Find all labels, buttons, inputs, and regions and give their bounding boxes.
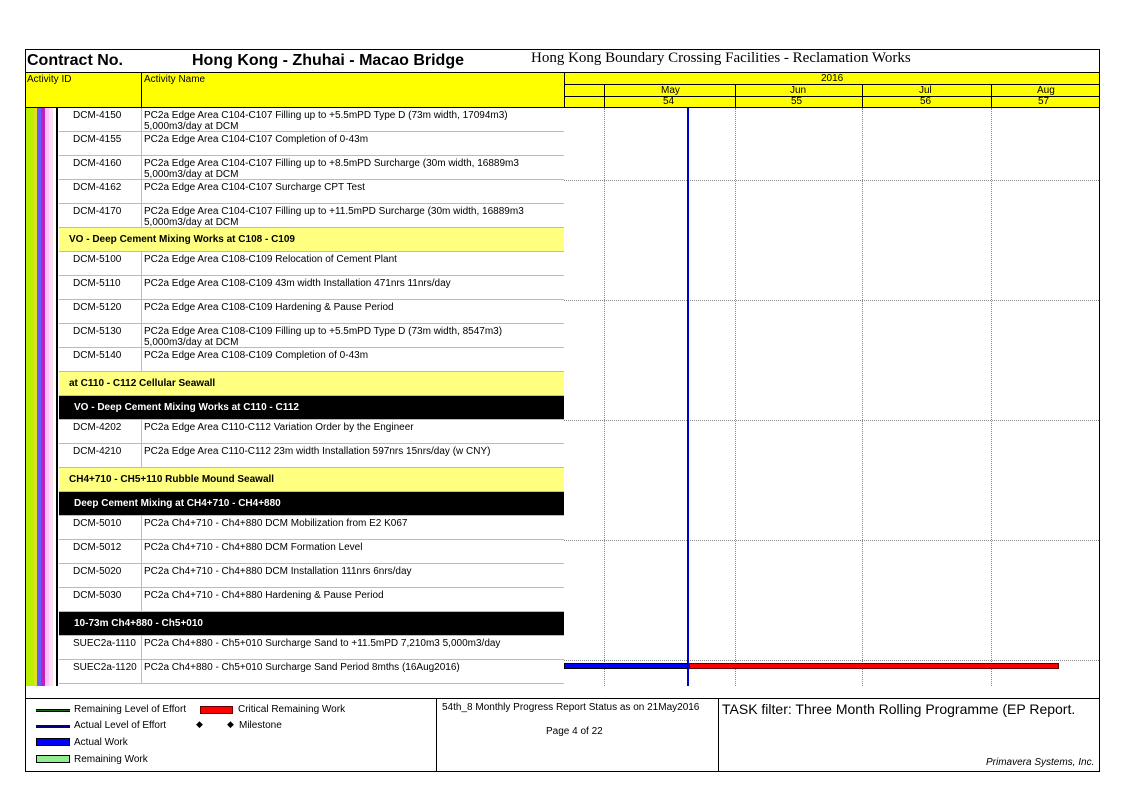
- activity-name-line: PC2a Edge Area C108-C109 Hardening & Pause Period: [144, 302, 394, 313]
- cell-divider: [141, 132, 142, 155]
- gantt-gridline: [735, 108, 736, 686]
- remaining-loe-swatch: [36, 709, 70, 712]
- activity-name: [144, 158, 519, 180]
- wbs-row[interactable]: [59, 372, 564, 396]
- activity-id: DCM-5020: [73, 566, 122, 577]
- activity-name-line: PC2a Ch4+710 - Ch4+880 Hardening & Pause Period: [144, 590, 384, 601]
- activity-id: DCM-5030: [73, 590, 122, 601]
- activity-id: DCM-4155: [73, 134, 122, 145]
- activity-name: [144, 542, 362, 553]
- column-divider: [141, 73, 142, 107]
- page-number: Page 4 of 22: [546, 726, 603, 737]
- activity-row[interactable]: [59, 516, 564, 540]
- cell-divider: [141, 444, 142, 467]
- activity-name-line: PC2a Ch4+710 - Ch4+880 DCM Formation Level: [144, 542, 363, 553]
- month-jun: Jun: [790, 85, 807, 96]
- cell-divider: [141, 540, 142, 563]
- activity-name-line: PC2a Ch4+880 - Ch5+010 Surcharge Sand Period 8mths (16Aug2016): [144, 662, 460, 673]
- activity-name-line: PC2a Edge Area C108-C109 Relocation of Cement Plant: [144, 254, 397, 265]
- cell-divider: [141, 276, 142, 299]
- wbs-row[interactable]: [59, 612, 564, 636]
- activity-name: [144, 638, 500, 649]
- legend-divider: [718, 699, 719, 772]
- cell-divider: [141, 156, 142, 179]
- activity-name: [144, 110, 508, 132]
- activity-name: [144, 518, 407, 529]
- activity-id: DCM-4150: [73, 110, 122, 121]
- cell-divider: [141, 300, 142, 323]
- month-jul-num: 56: [920, 96, 932, 107]
- activity-row[interactable]: [59, 132, 564, 156]
- gantt-chart: [564, 108, 1099, 686]
- activity-row[interactable]: [59, 540, 564, 564]
- cell-divider: [141, 108, 142, 131]
- activity-row[interactable]: [59, 204, 564, 228]
- activity-name-line: PC2a Edge Area C110-C112 Variation Order by the Engineer: [144, 422, 414, 433]
- legend-actual-work: Actual Work: [74, 737, 128, 748]
- cell-divider: [141, 516, 142, 539]
- task-filter: TASK filter: Three Month Rolling Programme (EP Report.: [722, 701, 1076, 717]
- activity-name-header[interactable]: Activity Name: [144, 74, 206, 85]
- legend-divider: [436, 699, 437, 772]
- activity-row[interactable]: [59, 588, 564, 612]
- column-divider: [564, 73, 565, 107]
- activity-name: [144, 302, 394, 313]
- month-divider: [604, 84, 605, 109]
- gantt-gridline: [564, 420, 1099, 421]
- gantt-gridline: [991, 108, 992, 686]
- milestone-icon: ◆: [227, 719, 234, 729]
- cell-divider: [141, 636, 142, 659]
- contract-label: Contract No.: [27, 52, 123, 69]
- activity-row[interactable]: [59, 252, 564, 276]
- gantt-gridline: [604, 108, 605, 686]
- vendor-label: Primavera Systems, Inc.: [986, 757, 1095, 768]
- activity-name: [144, 566, 412, 577]
- activity-id: DCM-5012: [73, 542, 122, 553]
- wbs-row[interactable]: [59, 228, 564, 252]
- activity-row[interactable]: [59, 108, 564, 132]
- activity-name-line: 5,000m3/day at DCM: [144, 169, 239, 180]
- activity-row[interactable]: [59, 300, 564, 324]
- wbs-row[interactable]: [59, 492, 564, 516]
- activity-id: DCM-5140: [73, 350, 122, 361]
- data-date-line: [687, 108, 689, 686]
- activity-name: [144, 590, 384, 601]
- activity-name: [144, 278, 451, 289]
- wbs-name: Deep Cement Mixing at CH4+710 - CH4+880: [74, 498, 281, 509]
- wbs-name: at C110 - C112 Cellular Seawall: [69, 378, 216, 389]
- project-title: Hong Kong - Zhuhai - Macao Bridge: [192, 52, 464, 69]
- legend-panel: [26, 698, 1099, 772]
- activity-id: SUEC2a-1110: [73, 638, 136, 649]
- month-jul: Jul: [919, 85, 932, 96]
- cell-divider: [141, 588, 142, 611]
- actual-loe-swatch: [36, 725, 70, 728]
- wbs-band: [56, 108, 58, 686]
- activity-id: DCM-5110: [73, 278, 121, 289]
- actual-work-swatch: [36, 738, 70, 746]
- activity-id: DCM-5100: [73, 254, 122, 265]
- activity-name-line: PC2a Ch4+710 - Ch4+880 DCM Installation 111nrs 6nrs/day: [144, 566, 412, 577]
- activity-row[interactable]: [59, 276, 564, 300]
- gantt-gridline: [564, 660, 1099, 661]
- activity-name: [144, 326, 502, 348]
- activity-row[interactable]: [59, 348, 564, 372]
- activity-id: DCM-4170: [73, 206, 122, 217]
- activity-id-header[interactable]: Activity ID: [27, 74, 72, 85]
- activity-name: [144, 446, 490, 457]
- column-header: [26, 72, 1099, 108]
- cell-divider: [141, 252, 142, 275]
- activity-id: DCM-5010: [73, 518, 122, 529]
- activity-name: [144, 134, 368, 145]
- legend-critical-remaining: Critical Remaining Work: [238, 704, 346, 715]
- cell-divider: [141, 204, 142, 227]
- cell-divider: [141, 564, 142, 587]
- activity-name-line: PC2a Edge Area C104-C107 Filling up to +11.5mPD Surcharge (30m width, 16889m3: [144, 206, 524, 217]
- month-may: May: [661, 85, 680, 96]
- activity-row[interactable]: [59, 156, 564, 180]
- activity-id: DCM-4202: [73, 422, 122, 433]
- activity-row[interactable]: [59, 180, 564, 204]
- activity-name: [144, 254, 397, 265]
- activity-name-line: PC2a Edge Area C104-C107 Completion of 0-43m: [144, 134, 369, 145]
- activity-row[interactable]: [59, 636, 564, 660]
- legend-milestone: Milestone: [239, 720, 282, 731]
- activity-name-line: PC2a Ch4+710 - Ch4+880 DCM Mobilization from E2 K067: [144, 518, 408, 529]
- gantt-gridline: [564, 540, 1099, 541]
- cell-divider: [141, 660, 142, 683]
- activity-name-line: PC2a Edge Area C104-C107 Filling up to +5.5mPD Type D (73m width, 17094m3): [144, 110, 508, 121]
- critical-remaining-swatch: [200, 706, 233, 714]
- activity-name-line: PC2a Edge Area C104-C107 Surcharge CPT Test: [144, 182, 365, 193]
- activity-row[interactable]: [59, 324, 564, 348]
- month-may-num: 54: [663, 96, 675, 107]
- wbs-band: [26, 108, 34, 686]
- activity-id: DCM-5130: [73, 326, 122, 337]
- activity-id: DCM-4160: [73, 158, 122, 169]
- activity-name-line: PC2a Edge Area C108-C109 Completion of 0-43m: [144, 350, 369, 361]
- year-label: 2016: [821, 73, 844, 84]
- activity-name: [144, 206, 524, 228]
- activity-name: [144, 350, 368, 361]
- report-frame: [25, 49, 1100, 772]
- legend-remaining-work: Remaining Work: [74, 754, 148, 765]
- wbs-name: CH4+710 - CH5+110 Rubble Mound Seawall: [69, 474, 275, 485]
- activity-name-line: PC2a Edge Area C104-C107 Filling up to +8.5mPD Surcharge (30m width, 16889m3: [144, 158, 519, 169]
- wbs-color-bands: [26, 108, 59, 686]
- gantt-gridline: [564, 300, 1099, 301]
- activity-name-line: 5,000m3/day at DCM: [144, 121, 239, 132]
- activity-name-line: 5,000m3/day at DCM: [144, 217, 239, 228]
- activity-name: [144, 422, 414, 433]
- month-divider: [991, 84, 992, 109]
- month-divider: [735, 84, 736, 109]
- actual-work-bar[interactable]: [564, 663, 688, 669]
- activity-id: DCM-4162: [73, 182, 122, 193]
- month-aug-num: 57: [1038, 96, 1050, 107]
- activity-id: DCM-4210: [73, 446, 122, 457]
- milestone-icon: ◆: [196, 719, 203, 729]
- cell-divider: [141, 348, 142, 371]
- report-status: 54th_8 Monthly Progress Report Status as on 21May2016: [442, 702, 700, 713]
- legend-actual-loe: Actual Level of Effort: [74, 720, 167, 731]
- activity-name: [144, 182, 365, 193]
- activity-name: [144, 662, 460, 673]
- timescale-divider: [564, 96, 1099, 97]
- critical-remaining-bar[interactable]: [689, 663, 1059, 669]
- legend-remaining-loe: Remaining Level of Effort: [74, 704, 187, 715]
- month-jun-num: 55: [791, 96, 803, 107]
- activity-name-line: PC2a Edge Area C108-C109 Filling up to +5.5mPD Type D (73m width, 8547m3): [144, 326, 503, 337]
- activity-row[interactable]: [59, 420, 564, 444]
- activity-name-line: 5,000m3/day at DCM: [144, 337, 239, 348]
- wbs-name: VO - Deep Cement Mixing Works at C110 - C112: [74, 402, 299, 413]
- activity-row[interactable]: [59, 564, 564, 588]
- activity-id: SUEC2a-1120: [73, 662, 137, 673]
- timescale-divider: [564, 84, 1099, 85]
- month-divider: [862, 84, 863, 109]
- wbs-row[interactable]: [59, 468, 564, 492]
- month-aug: Aug: [1037, 85, 1055, 96]
- gantt-gridline: [862, 108, 863, 686]
- activity-row[interactable]: [59, 444, 564, 468]
- activity-name-line: PC2a Edge Area C108-C109 43m width Installation 471nrs 11nrs/day: [144, 278, 451, 289]
- activity-name-line: PC2a Edge Area C110-C112 23m width Installation 597nrs 15nrs/day (w CNY): [144, 446, 491, 457]
- activity-name-line: PC2a Ch4+880 - Ch5+010 Surcharge Sand to +11.5mPD 7,210m3 5,000m3/day: [144, 638, 501, 649]
- gantt-gridline: [564, 180, 1099, 181]
- remaining-work-swatch: [36, 755, 70, 763]
- report-subtitle: Hong Kong Boundary Crossing Facilities - Reclamation Works: [531, 50, 911, 66]
- cell-divider: [141, 420, 142, 443]
- activity-id: DCM-5120: [73, 302, 122, 313]
- cell-divider: [141, 180, 142, 203]
- wbs-name: VO - Deep Cement Mixing Works at C108 - C109: [69, 234, 295, 245]
- activity-row[interactable]: [59, 660, 564, 684]
- wbs-row[interactable]: [59, 396, 564, 420]
- wbs-name: 10-73m Ch4+880 - Ch5+010: [74, 618, 203, 629]
- cell-divider: [141, 324, 142, 347]
